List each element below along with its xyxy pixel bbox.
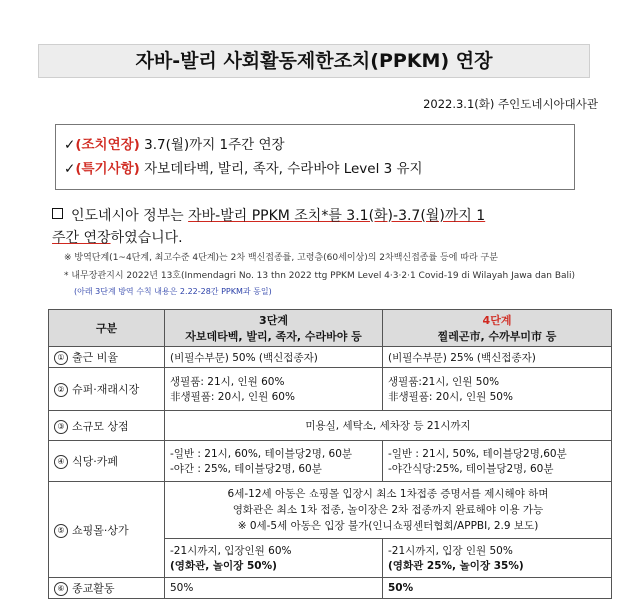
cell-line: (영화관 25%, 놀이장 35%)	[388, 560, 524, 572]
row-label-text: 슈퍼·재래시장	[72, 383, 140, 396]
row-label	[49, 368, 165, 411]
cell-line: 非생필품: 20시, 인원 50%	[388, 391, 513, 403]
summary-line-2	[64, 157, 574, 181]
cell-line: -21시까지, 입장인원 60%	[170, 545, 292, 557]
cell	[165, 441, 383, 482]
cell	[383, 368, 612, 411]
cell: 50%	[165, 578, 383, 599]
summary-text-2: 자보데타벡, 발리, 족자, 수라바야 Level 3 유지	[144, 161, 423, 177]
circled-number: ①	[54, 351, 68, 365]
main-bullet	[52, 205, 612, 249]
row-label	[49, 347, 165, 368]
level-4-label: 4단계	[482, 314, 512, 327]
cell-line: -일반 : 21시, 50%, 테이블당2명,60분	[388, 448, 567, 460]
level-4-regions: 찔레곤市, 수까부미市 등	[437, 330, 557, 343]
cell-line: -야간식당:25%, 테이블당2명, 60분	[388, 463, 554, 475]
document-title: 자바-발리 사회활동제한조치(PPKM) 연장	[38, 44, 590, 78]
row-label-text: 소규모 상점	[72, 419, 129, 433]
cell-line: 영화관은 최소 1차 접종, 놀이장은 2차 접종까지 완료해야 이용 가능	[232, 504, 544, 516]
cell	[165, 482, 612, 539]
row-label-text: 쇼핑몰·상가	[72, 523, 129, 537]
row-label	[49, 441, 165, 482]
date-line: 2022.3.1(화) 주인도네시아대사관	[423, 97, 598, 111]
header-level-4	[383, 310, 612, 347]
cell: (비필수부문) 25% (백신접종자)	[383, 347, 612, 368]
header-level-3	[165, 310, 383, 347]
main-bullet-pre: 인도네시아 정부는	[71, 208, 189, 224]
table-row	[49, 578, 612, 599]
row-label-text: 출근 비율	[72, 351, 119, 364]
cell: 50%	[383, 578, 612, 599]
table-row	[49, 368, 612, 411]
table-header-row	[49, 310, 612, 347]
checkmark-icon: ✓	[64, 137, 76, 153]
main-bullet-post: 하였습니다.	[110, 230, 183, 246]
square-bullet-icon	[52, 208, 63, 219]
circled-number: ⑤	[54, 524, 68, 538]
ppkm-table	[48, 309, 612, 599]
circled-number: ⑥	[54, 582, 68, 596]
cell-line: ※ 0세-5세 아동은 입장 불가(인니쇼핑센터협회/APPBI, 2.9 보도)	[237, 520, 539, 532]
cell-line: -야간 : 25%, 테이블당2명, 60분	[170, 463, 322, 475]
level-3-label: 3단계	[259, 314, 288, 327]
cell	[165, 539, 383, 578]
row-label	[49, 411, 165, 441]
circled-number: ②	[54, 383, 68, 397]
note-3: (아래 3단계 방역 수칙 내용은 2.22-28간 PPKM과 동일)	[74, 287, 272, 296]
level-3-regions: 자보데타벡, 발리, 족자, 수라바야 등	[185, 330, 362, 343]
cell	[165, 368, 383, 411]
note-1: ※ 방역단계(1~4단계, 최고수준 4단계)는 2차 백신접종률, 고령층(60세이상)의 2차백신접종률 등에 따라 구분	[64, 253, 498, 263]
note-2: * 내무장관지시 2022년 13호(Inmendagri No. 13 thn 2022 ttg PPKM Level 4·3·2·1 Covid-19 di Wilayah Jawa dan Bali)	[64, 271, 576, 281]
row-label-text: 식당·카페	[72, 455, 119, 468]
table-row	[49, 441, 612, 482]
cell-line: -21시까지, 입장 인원 50%	[388, 545, 513, 557]
cell	[383, 539, 612, 578]
cell-line: 생필품: 21시, 인원 60%	[170, 376, 285, 388]
main-bullet-highlight-2: 주간 연장	[52, 230, 111, 246]
cell: 미용실, 세탁소, 세차장 등 21시까지	[165, 411, 612, 441]
summary-line-1	[64, 133, 574, 157]
summary-tag-1: (조치연장)	[75, 137, 140, 153]
summary-box	[55, 124, 575, 190]
circled-number: ④	[54, 455, 68, 469]
cell-line: -일반 : 21시, 60%, 테이블당2명, 60분	[170, 448, 353, 460]
table-row	[49, 347, 612, 368]
cell-line: (영화관, 놀이장 50%)	[170, 560, 277, 572]
row-label	[49, 578, 165, 599]
table-row	[49, 482, 612, 539]
cell	[383, 441, 612, 482]
circled-number: ③	[54, 420, 68, 434]
cell: (비필수부문) 50% (백신접종자)	[165, 347, 383, 368]
cell-line: 생필품:21시, 인원 50%	[388, 376, 500, 388]
summary-text-1: 3.7(월)까지 1주간 연장	[144, 137, 285, 153]
row-label	[49, 482, 165, 578]
summary-tag-2: (특기사항)	[75, 161, 140, 177]
row-label-text: 종교활동	[72, 582, 115, 595]
table-row	[49, 411, 612, 441]
cell-line: 6세-12세 아동은 쇼핑몰 입장시 최소 1차접종 증명서를 제시해야 하며	[227, 488, 549, 500]
main-bullet-highlight: 자바-발리 PPKM 조치*를 3.1(화)-3.7(월)까지 1	[188, 208, 486, 224]
cell-line: 非생필품: 20시, 인원 60%	[170, 391, 295, 403]
header-category: 구분	[49, 310, 165, 347]
checkmark-icon: ✓	[64, 161, 76, 177]
